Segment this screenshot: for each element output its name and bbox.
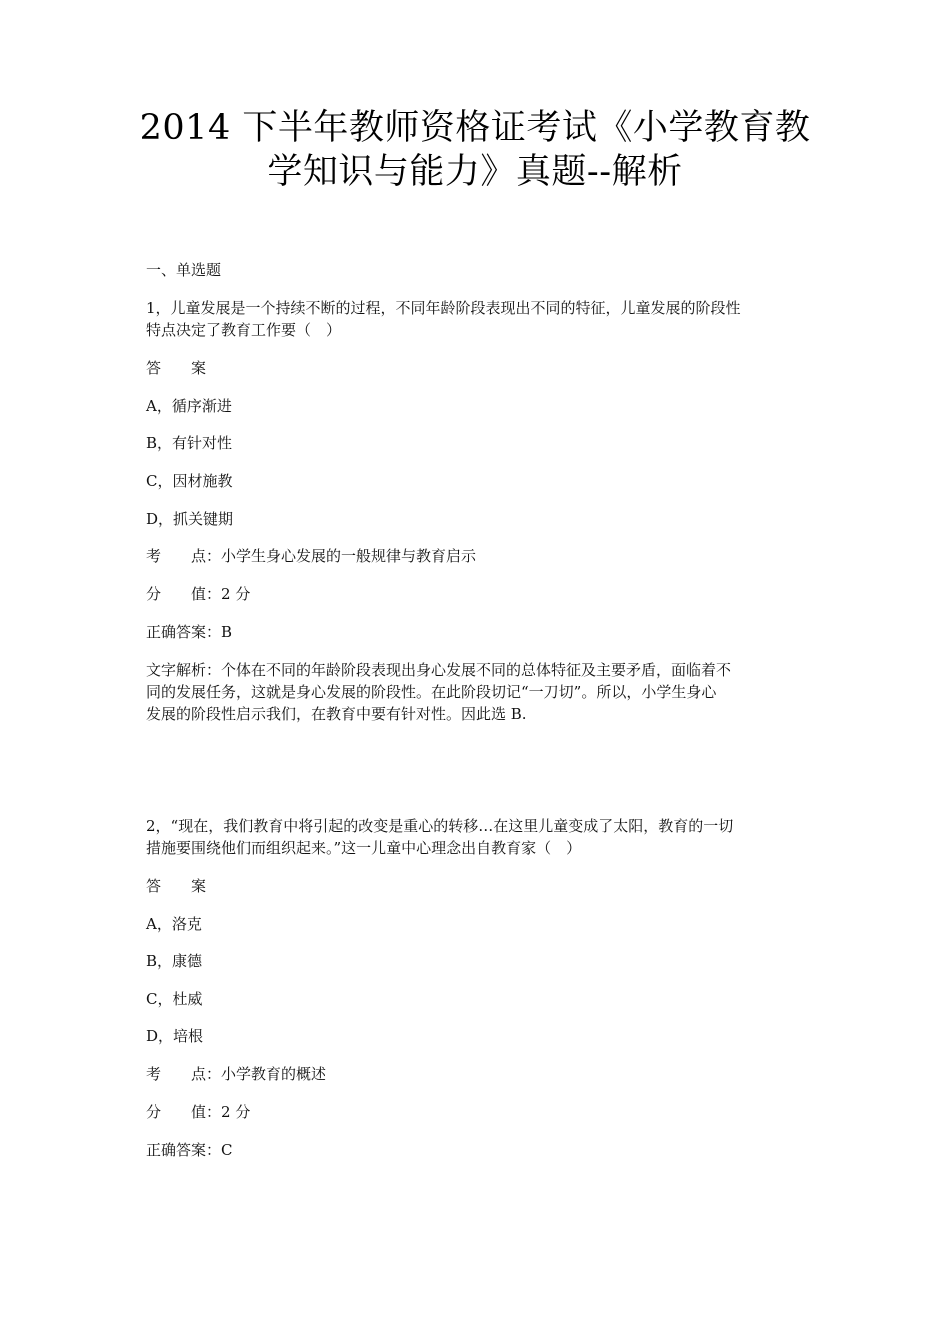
exam-point-label-char-1: 考: [146, 547, 162, 565]
answer-label-char-1: 答: [146, 877, 162, 895]
question-1-explanation-line-1: 文字解析：个体在不同的年龄阶段表现出身心发展不同的总体特征及主要矛盾，面临着不: [146, 661, 732, 679]
score-text: 值：2 分: [191, 1103, 251, 1121]
question-2-option-d: D，培根: [146, 1027, 204, 1045]
document-title-line-1: 2014 下半年教师资格证考试《小学教育教: [139, 108, 811, 148]
question-1-option-b: B，有针对性: [146, 434, 233, 452]
question-2-score: [146, 1101, 826, 1123]
question-1-option-d: D，抓关键期: [146, 510, 234, 528]
question-1-correct-answer: 正确答案：B: [146, 623, 233, 641]
score-text: 值：2 分: [191, 585, 251, 603]
exam-point-label-char-1: 考: [146, 1065, 162, 1083]
question-1-exam-point: [146, 545, 826, 567]
question-1-option-c: C，因材施教: [146, 472, 233, 490]
section-heading: 一、单选题: [146, 261, 222, 279]
question-2-option-b: B，康德: [146, 952, 203, 970]
question-2-stem-line-1: 2，“现在，我们教育中将引起的改变是重心的转移…在这里儿童变成了太阳，教育的一切: [146, 817, 734, 835]
question-2-exam-point: [146, 1063, 826, 1085]
question-2-answer-label: [146, 875, 826, 897]
score-label-char-1: 分: [146, 585, 162, 603]
answer-label-char-2: 案: [191, 359, 207, 377]
question-2-option-a: A，洛克: [146, 915, 202, 933]
document-title-line-2: 学知识与能力》真题--解析: [267, 152, 683, 192]
question-1-score: [146, 583, 826, 605]
exam-point-text: 点：小学生身心发展的一般规律与教育启示: [191, 547, 477, 565]
question-2-correct-answer: 正确答案：C: [146, 1141, 233, 1159]
question-1-option-a: A，循序渐进: [146, 397, 232, 415]
question-1-explanation-line-3: 发展的阶段性启示我们，在教育中要有针对性。因此选 B.: [146, 705, 527, 723]
question-2-stem-line-2: 措施要围绕他们而组织起来。”这一儿童中心理念出自教育家（ ）: [146, 839, 582, 857]
score-label-char-1: 分: [146, 1103, 162, 1121]
answer-label-char-2: 案: [191, 877, 207, 895]
question-1-answer-label: [146, 357, 826, 379]
question-1-stem-line-1: 1，儿童发展是一个持续不断的过程，不同年龄阶段表现出不同的特征，儿童发展的阶段性: [146, 299, 741, 317]
question-1-explanation-line-2: 同的发展任务，这就是身心发展的阶段性。在此阶段切记“一刀切”。所以，小学生身心: [146, 683, 717, 701]
exam-point-text: 点：小学教育的概述: [191, 1065, 327, 1083]
question-2-option-c: C，杜威: [146, 990, 203, 1008]
answer-label-char-1: 答: [146, 359, 162, 377]
question-1-stem-line-2: 特点决定了教育工作要（ ）: [146, 321, 342, 339]
